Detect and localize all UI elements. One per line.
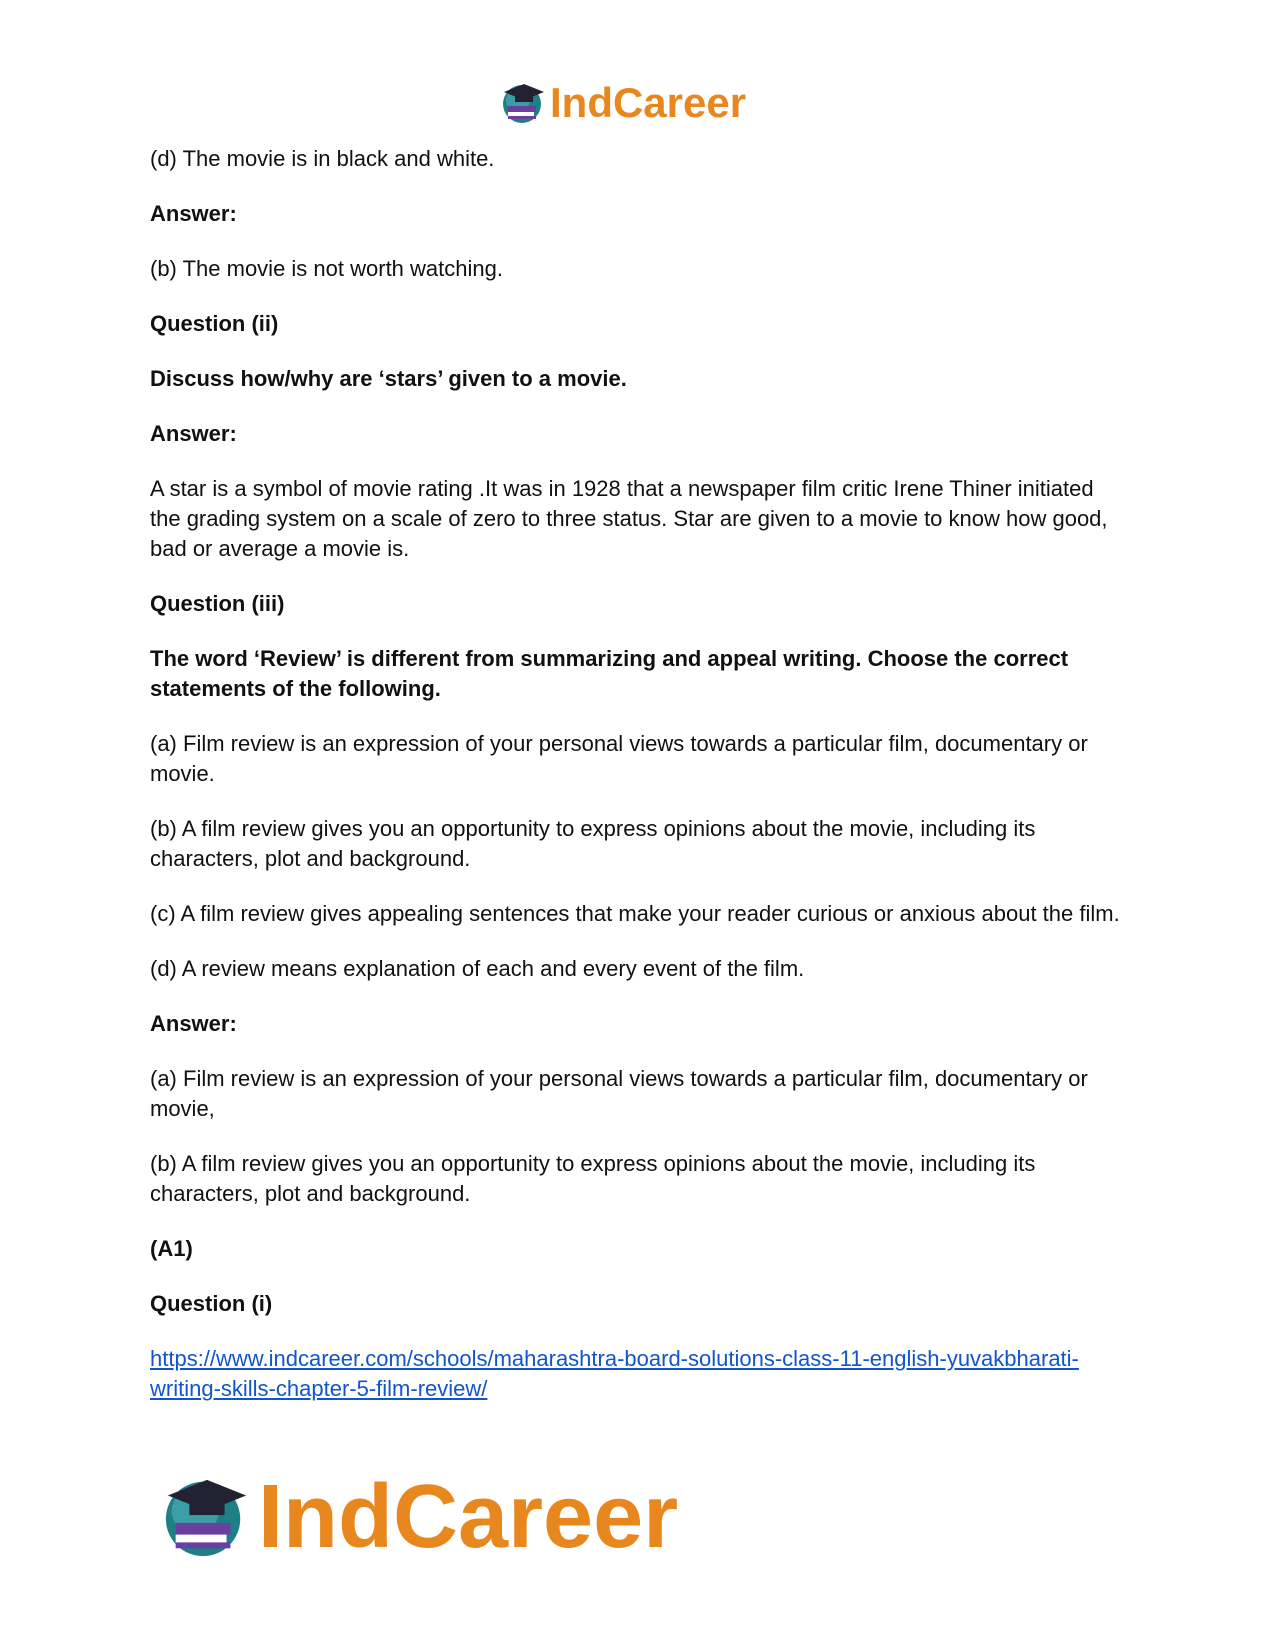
question-label: Question (ii): [150, 311, 279, 336]
answer-label: Answer:: [150, 1011, 237, 1036]
question-1-option-d: (d) The movie is in black and white.: [150, 146, 495, 171]
indcareer-logo-footer: [160, 1467, 679, 1567]
question-3-option-b: (b) A film review gives you an opportunity to express opinions about the movie, including its characters, plot and background.: [150, 816, 1036, 871]
answer-text: (b) The movie is not worth watching.: [150, 256, 503, 281]
question-label: Question (iii): [150, 591, 285, 616]
logo-text: IndCareer: [258, 1467, 679, 1567]
question-3-option-a: (a) Film review is an expression of your personal views towards a particular film, documentary or movie.: [150, 731, 1088, 786]
question-text: The word ‘Review’ is different from summarizing and appeal writing. Choose the correct statements of the following.: [150, 646, 1069, 701]
document-body: [150, 144, 1125, 1429]
answer-text-b: (b) A film review gives you an opportunity to express opinions about the movie, including its characters, plot and background.: [150, 1151, 1036, 1206]
answer-label: Answer:: [150, 421, 237, 446]
answer-label: Answer:: [150, 201, 237, 226]
indcareer-logo-header: [500, 80, 746, 126]
question-3-option-c: (c) A film review gives appealing sentences that make your reader curious or anxious about the film.: [150, 901, 1120, 926]
globe-graduation-cap-icon: [160, 1472, 250, 1562]
section-label: (A1): [150, 1236, 193, 1261]
question-3-option-d: (d) A review means explanation of each and every event of the film.: [150, 956, 805, 981]
question-label: Question (i): [150, 1291, 273, 1316]
question-text: Discuss how/why are ‘stars’ given to a movie.: [150, 366, 627, 391]
answer-text: A star is a symbol of movie rating .It was in 1928 that a newspaper film critic Irene Thiner initiated the grading system on a scale of zero to three status. Star are given to a movie to know how good, bad or average a movie is.: [150, 476, 1108, 561]
globe-graduation-cap-icon: [500, 80, 546, 126]
answer-text-a: (a) Film review is an expression of your personal views towards a particular film, documentary or movie,: [150, 1066, 1088, 1121]
source-url-link[interactable]: https://www.indcareer.com/schools/maharashtra-board-solutions-class-11-english-yuvakbharati-writing-skills-chapter-5-film-review/: [150, 1346, 1079, 1401]
logo-text: IndCareer: [550, 79, 747, 126]
